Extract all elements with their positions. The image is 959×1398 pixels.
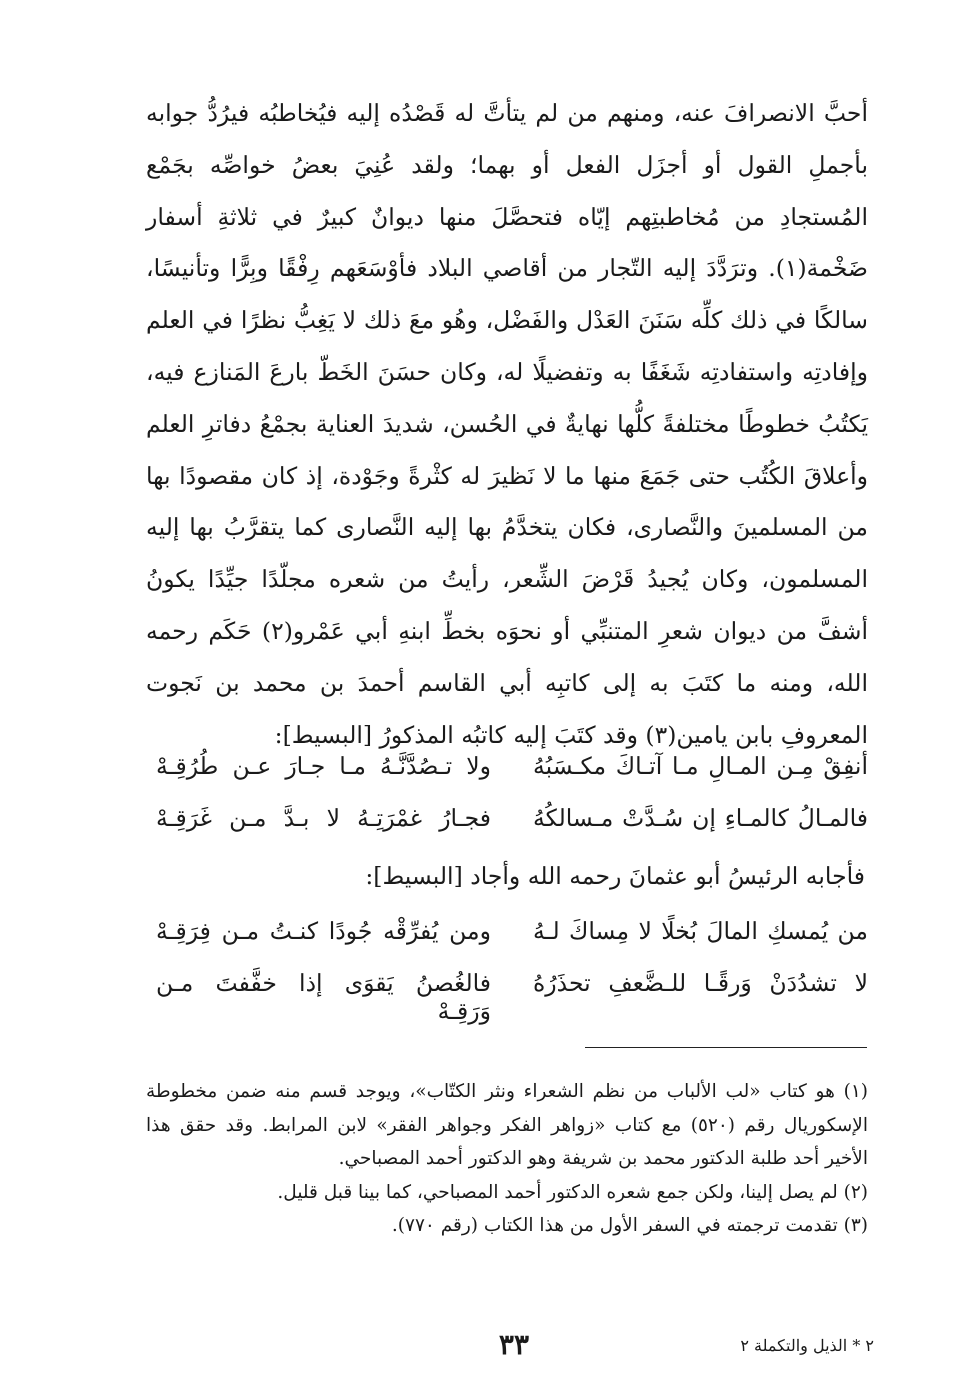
- verse-first-hemistich: فالمـالُ كالمـاءِ إن سُـدَّتْ مـسالكُهُ: [533, 804, 868, 832]
- body-paragraph: أحبَّ الانصرافَ عنه، ومنهم من لم يتأتَّ له قَصْدُه إليه فيُخاطبُه فيرُدُّ جوابه بأجملِ القول أو أجزَل الفعل أو بهما؛ ولقد عُنِيَ بعضُ خواصِّه بجَمْع المُستجادِ من مُخاطبتِهم إيّاه فتحصَّلَ منها ديوانٌ كبيرٌ في ثلاثةِ أسفار ضَخْمة(١). وترَدَّدَ إليه التّجار من أقاصي البلاد فأوْسَعَهم رِفْقًا وبِرًّا وتأنيسًا، سالكًا في ذلك كلِّه سَنَنَ العَدْل والفَضْل، وهُو معَ ذلك لا يَغِبُّ نظرًا في العلم وإفادتِه واستفادتِه شَغَفًا به وتفضيلًا له، وكان حسَنَ الخَطّ بارعَ المَنازع فيه، يَكتُبُ خطوطًا مختلفةً كلُّها نهايةٌ في الحُسن، شديدَ العناية بجمْعُ دفاترِ العلم وأعلاقَ الكُتُب حتى جَمَعَ منها ما لا نَظيرَ له كثْرةً وجَوْدة، إذ كان مقصودًا بها من المسلمينَ والنَّصارى، فكان يتخدَّمُ بها إليه النَّصارى كما يتقرَّبُ بها إليه المسلمون، وكان يُجيدُ قَرْضَ الشِّعر، رأيتُ من شعره مجلّدًا جيِّدًا يكونُ أشفَّ من ديوان شعرِ المتنبِّي أو نحوَه بخطِّ ابنهِ أبي عَمْرو(٢) حَكَم رحمه الله، ومنه ما كتَبَ به إلى كاتبِه أبي القاسم أحمدَ بن محمد بن نَجوت المعروفِ بابن يامين(٣) وقد كتَبَ إليه كاتبُه المذكورُ [البسيط]:: [146, 99, 868, 749]
- verse-second-hemistich: ولا تـصُدَّنَّـهُ مـا جـارَ عـن طُرُقِـهْ: [156, 752, 491, 780]
- verse-first-hemistich: لا تشدُدَنْ وَرقًـا للـضَّعفِ تحذَرُهُ: [533, 969, 868, 997]
- verse-second-hemistich: ومن يُفرِّقْه جُودًا كنـتُ مـن فِرَقِـهْ: [156, 917, 491, 945]
- poem-second: [146, 917, 868, 1025]
- verse-line: [146, 752, 868, 804]
- footnotes: [146, 1075, 868, 1243]
- verse-line: [146, 804, 868, 856]
- verse-second-hemistich: فالغُصنُ يَقوَى إذا خفَّفتَ مـن وَرَقِـهْ: [156, 969, 491, 1025]
- footnote-1: (١) هو كتاب «لب الألباب من نظم الشعراء ونثر الكتّاب»، ويوجد قسم منه ضمن مخطوطة الإسكوريال رقم (٥٢٠) مع كتاب «زواهر الفكر وجواهر الفقر» لابن المرابط. وقد حقق هذا الأخير أحد طلبة الدكتور محمد بن شريفة وهو الدكتور أحمد المصباحي.: [146, 1081, 868, 1169]
- page-footer: [146, 1328, 874, 1368]
- signature-mark: ٢ * الذيل والتكملة ٢: [740, 1336, 874, 1355]
- verse-first-hemistich: من يُمسكِ المالَ بُخلًا لا مِساكَ لـهُ: [533, 917, 868, 945]
- verse-second-hemistich: فجـارُ غمْرَتِـهُ لا بـدَّ مـن غَرَقِـهْ: [156, 804, 491, 832]
- poem-first: [146, 752, 868, 856]
- footnote-3: (٣) تقدمت ترجمته في السفر الأول من هذا الكتاب (رقم ٧٧٠).: [391, 1215, 868, 1236]
- verse-line: [146, 917, 868, 969]
- footnote-2: (٢) لم يصل إلينا، ولكن جمع شعره الدكتور أحمد المصباحي، كما بينا قبل قليل.: [277, 1181, 868, 1203]
- page-number: ٣٣: [498, 1328, 529, 1361]
- main-text: [146, 88, 868, 761]
- verse-first-hemistich: أنفِقْ مِـن المـالِ مـا آتـاكَ مكـسَبُهُ: [533, 752, 868, 780]
- reply-intro: فأجابه الرئيسُ أبو عثمانَ رحمه الله وأجاد [البسيط]:: [365, 862, 865, 890]
- verse-line: [146, 969, 868, 1025]
- footnote-separator: [585, 1047, 867, 1048]
